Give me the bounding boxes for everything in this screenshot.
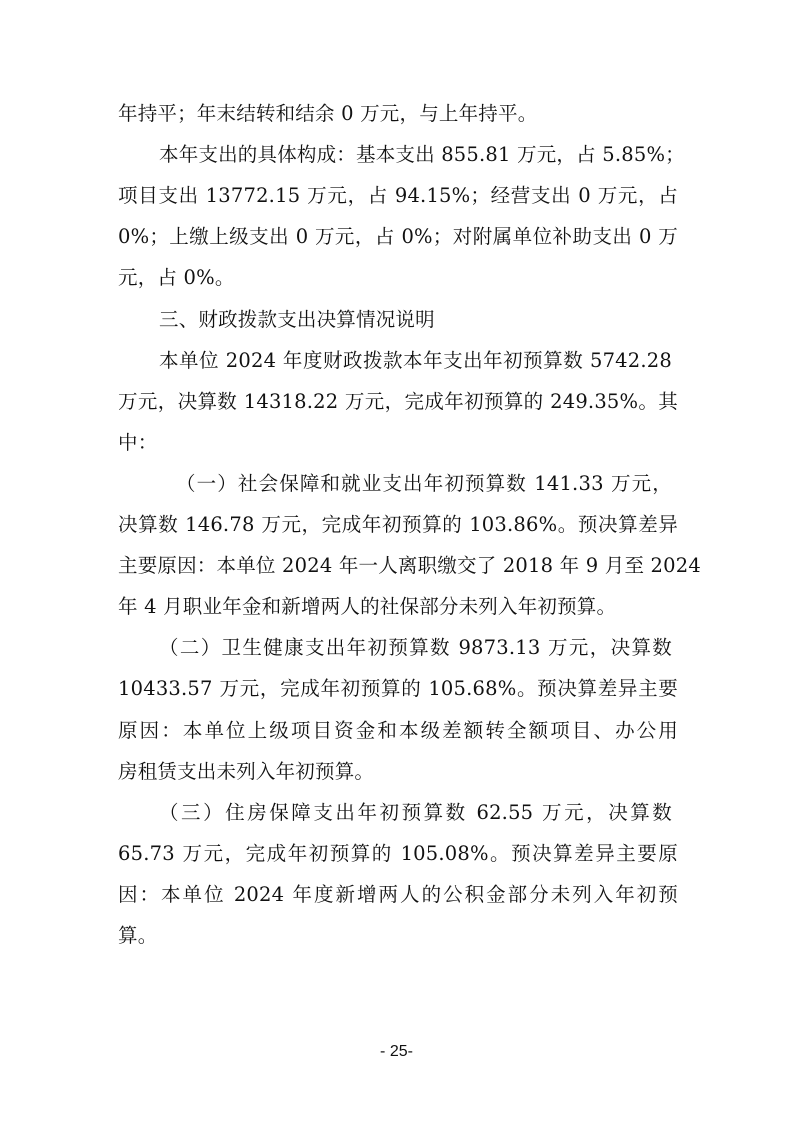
text-line: 元，占 0%。: [118, 266, 235, 289]
text-line: 本年支出的具体构成：基本支出 855.81 万元，占 5.85%；: [159, 143, 685, 166]
text-line: 决算数 146.78 万元，完成年初预算的 103.86%。预决算差异: [118, 513, 678, 536]
text-line: 0%；上缴上级支出 0 万元，占 0%；对附属单位补助支出 0 万: [118, 225, 678, 248]
text-line: 10433.57 万元，完成年初预算的 105.68%。预决算差异主要: [118, 677, 678, 700]
text-line: （三）住房保障支出年初预算数 62.55 万元，决算数: [159, 801, 672, 824]
text-line: 年 4 月职业年金和新增两人的社保部分未列入年初预算。: [118, 595, 617, 618]
text-line: 算。: [118, 924, 158, 947]
text-line: 项目支出 13772.15 万元，占 94.15%；经营支出 0 万元，占: [118, 184, 678, 207]
text-line: （二）卫生健康支出年初预算数 9873.13 万元，决算数: [159, 636, 672, 659]
page-number: - 25-: [380, 1043, 413, 1060]
text-line: 因：本单位 2024 年度新增两人的公积金部分未列入年初预: [118, 883, 678, 906]
section-heading: 三、财政拨款支出决算情况说明: [159, 308, 435, 331]
text-line: 原因：本单位上级项目资金和本级差额转全额项目、办公用: [118, 719, 678, 742]
text-line: 中：: [118, 431, 158, 454]
text-line: 房租赁支出未列入年初预算。: [118, 760, 375, 783]
text-line: 万元，决算数 14318.22 万元，完成年初预算的 249.35%。其: [118, 390, 678, 413]
text-line: 本单位 2024 年度财政拨款本年支出年初预算数 5742.28: [159, 349, 672, 372]
text-line: 65.73 万元，完成年初预算的 105.08%。预决算差异主要原: [118, 842, 678, 865]
text-line: 主要原因：本单位 2024 年一人离职缴交了 2018 年 9 月至 2024: [118, 554, 701, 577]
text-line: 年持平；年末结转和结余 0 万元，与上年持平。: [118, 102, 538, 125]
text-line: （一）社会保障和就业支出年初预算数 141.33 万元，: [176, 472, 672, 495]
